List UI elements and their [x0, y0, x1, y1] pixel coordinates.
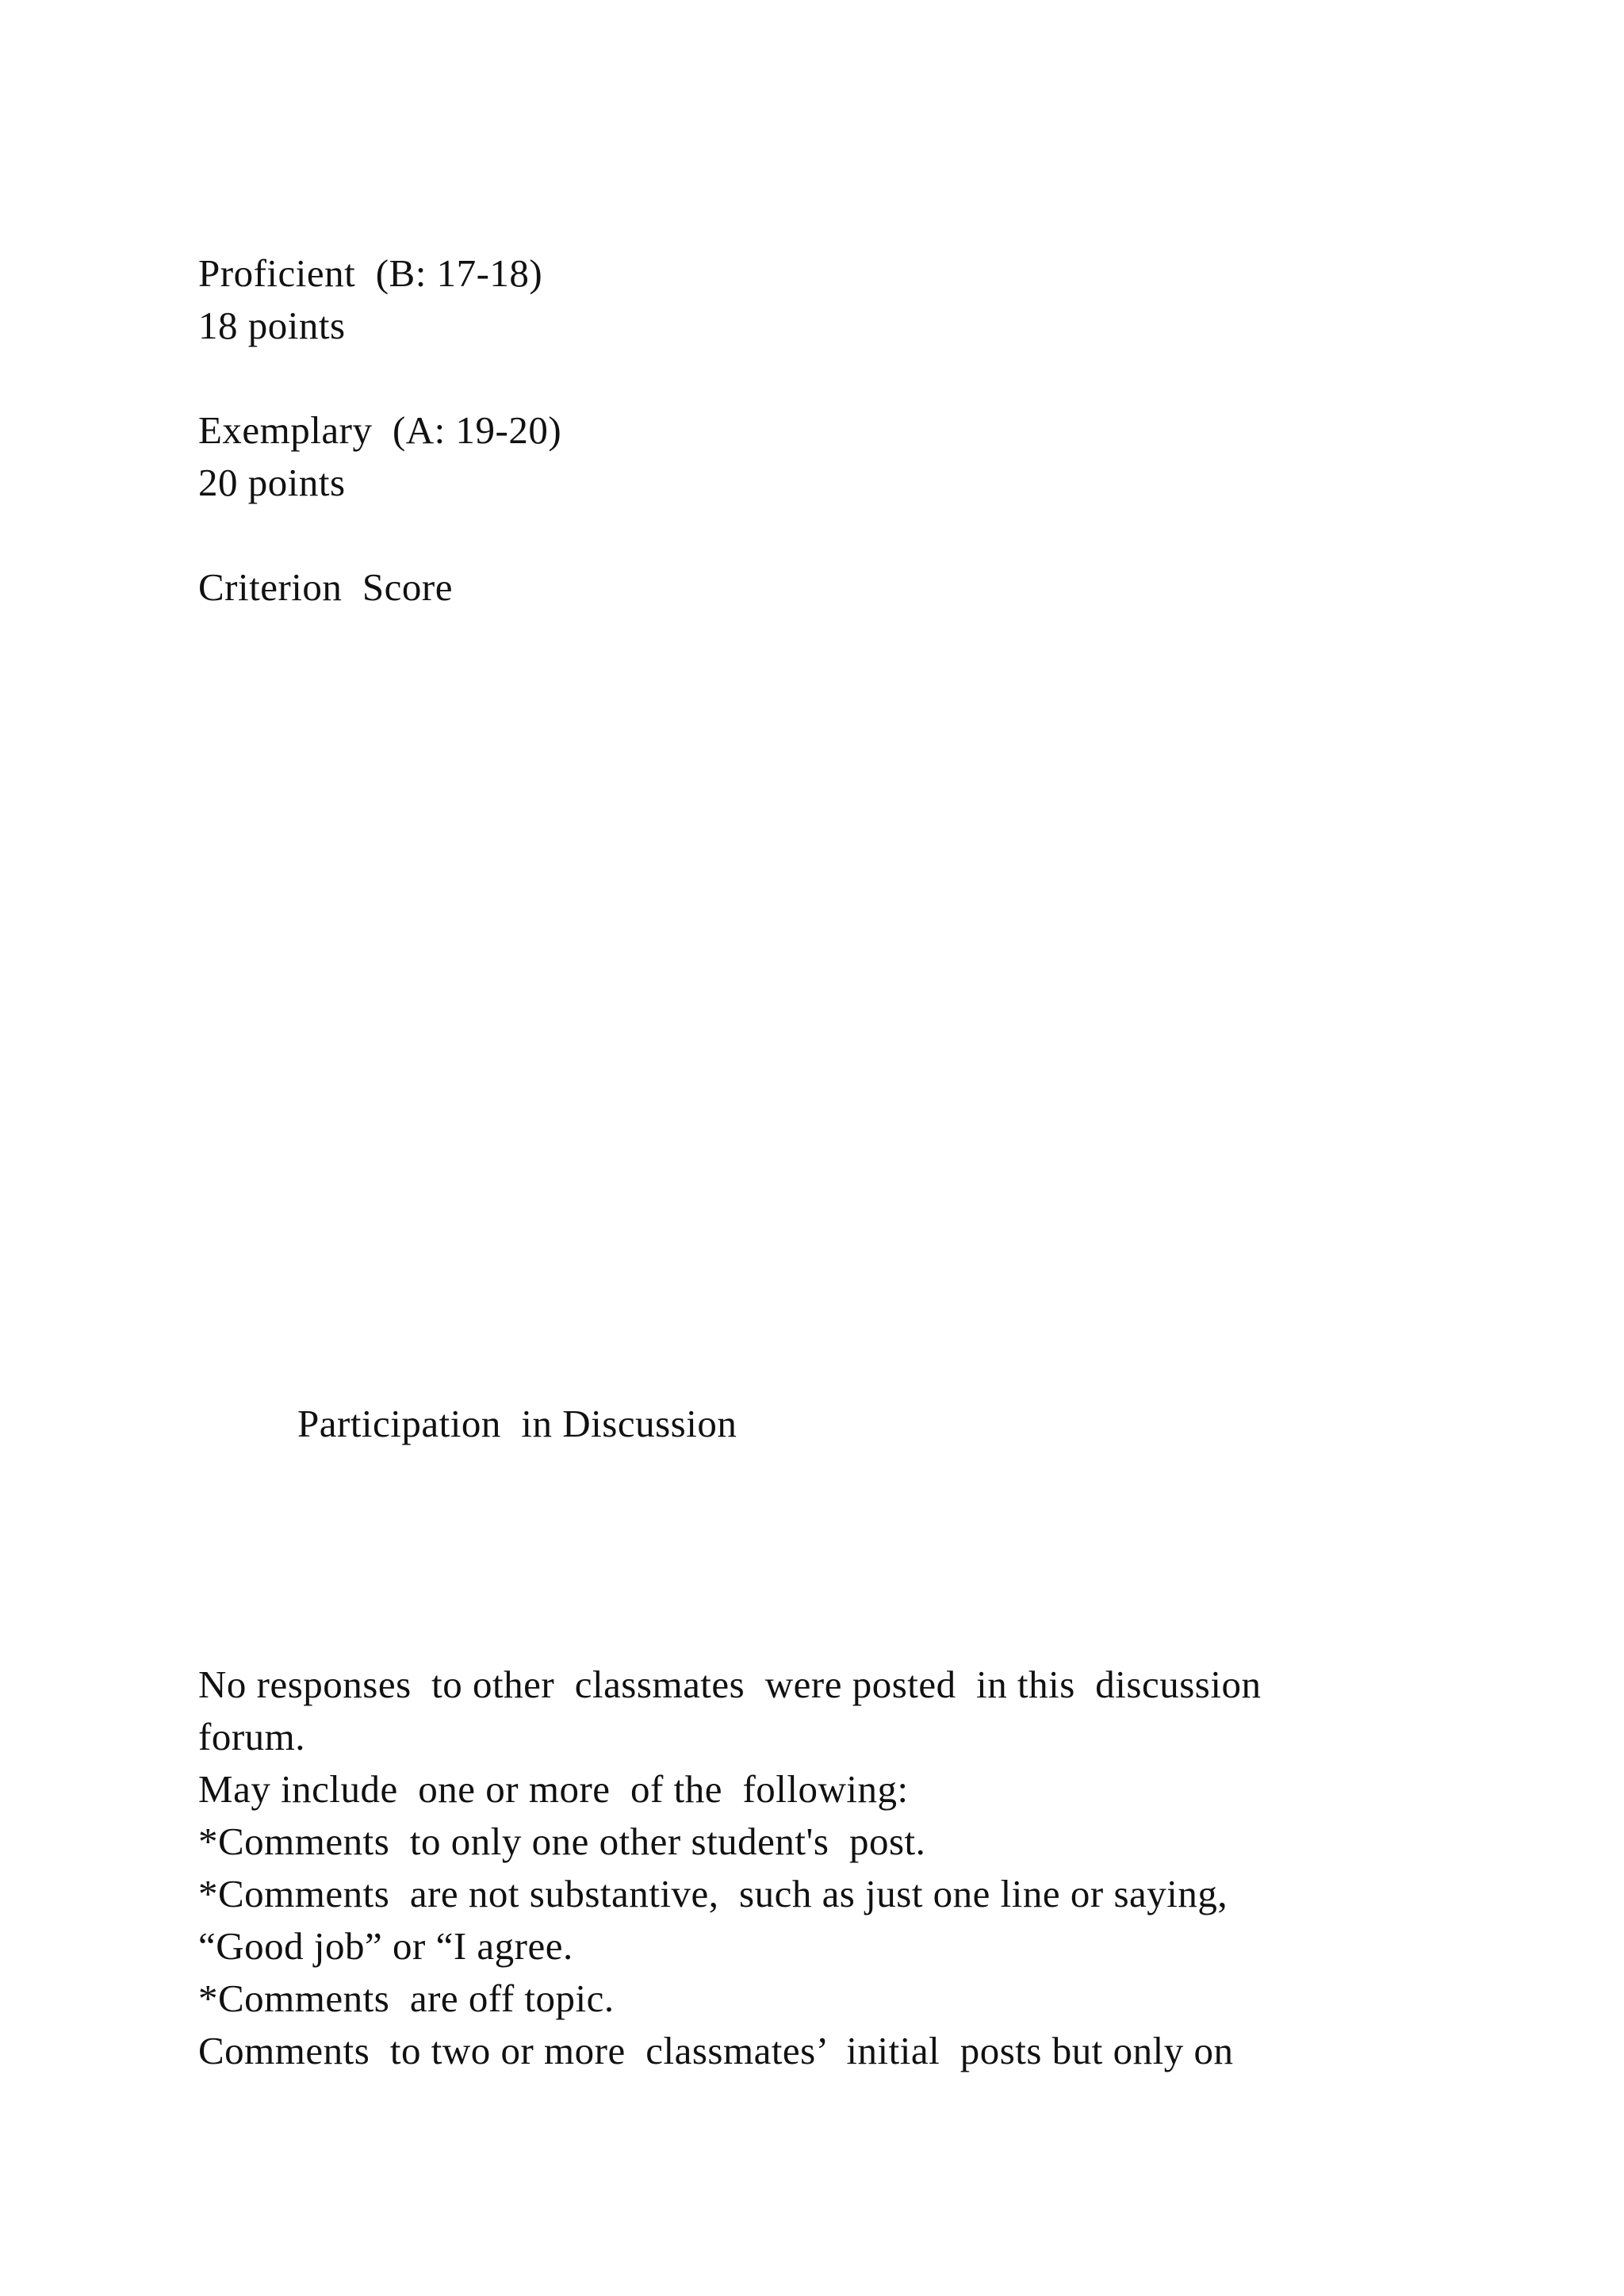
- exemplary-points: 20 points: [198, 461, 346, 504]
- criterion-score-heading: Criterion Score: [198, 565, 453, 609]
- description-line: *Comments are not substantive, such as just one line or saying,: [198, 1872, 1228, 1915]
- description-line: *Comments to only one other student's post.: [198, 1820, 926, 1863]
- proficient-points: 18 points: [198, 304, 346, 347]
- description-line: May include one or more of the following:: [198, 1767, 909, 1811]
- description-line: forum.: [198, 1715, 305, 1758]
- exemplary-level-label: Exemplary (A: 19-20): [198, 408, 562, 452]
- description-line: “Good job” or “I agree.: [198, 1924, 573, 1968]
- description-line: Comments to two or more classmates’ initial posts but only on: [198, 2029, 1234, 2072]
- description-line: No responses to other classmates were posted in this discussion: [198, 1663, 1262, 1706]
- description-line: *Comments are off topic.: [198, 1976, 615, 2020]
- proficient-level-label: Proficient (B: 17-18): [198, 251, 543, 295]
- criterion-name: Participation in Discussion: [297, 1402, 737, 1445]
